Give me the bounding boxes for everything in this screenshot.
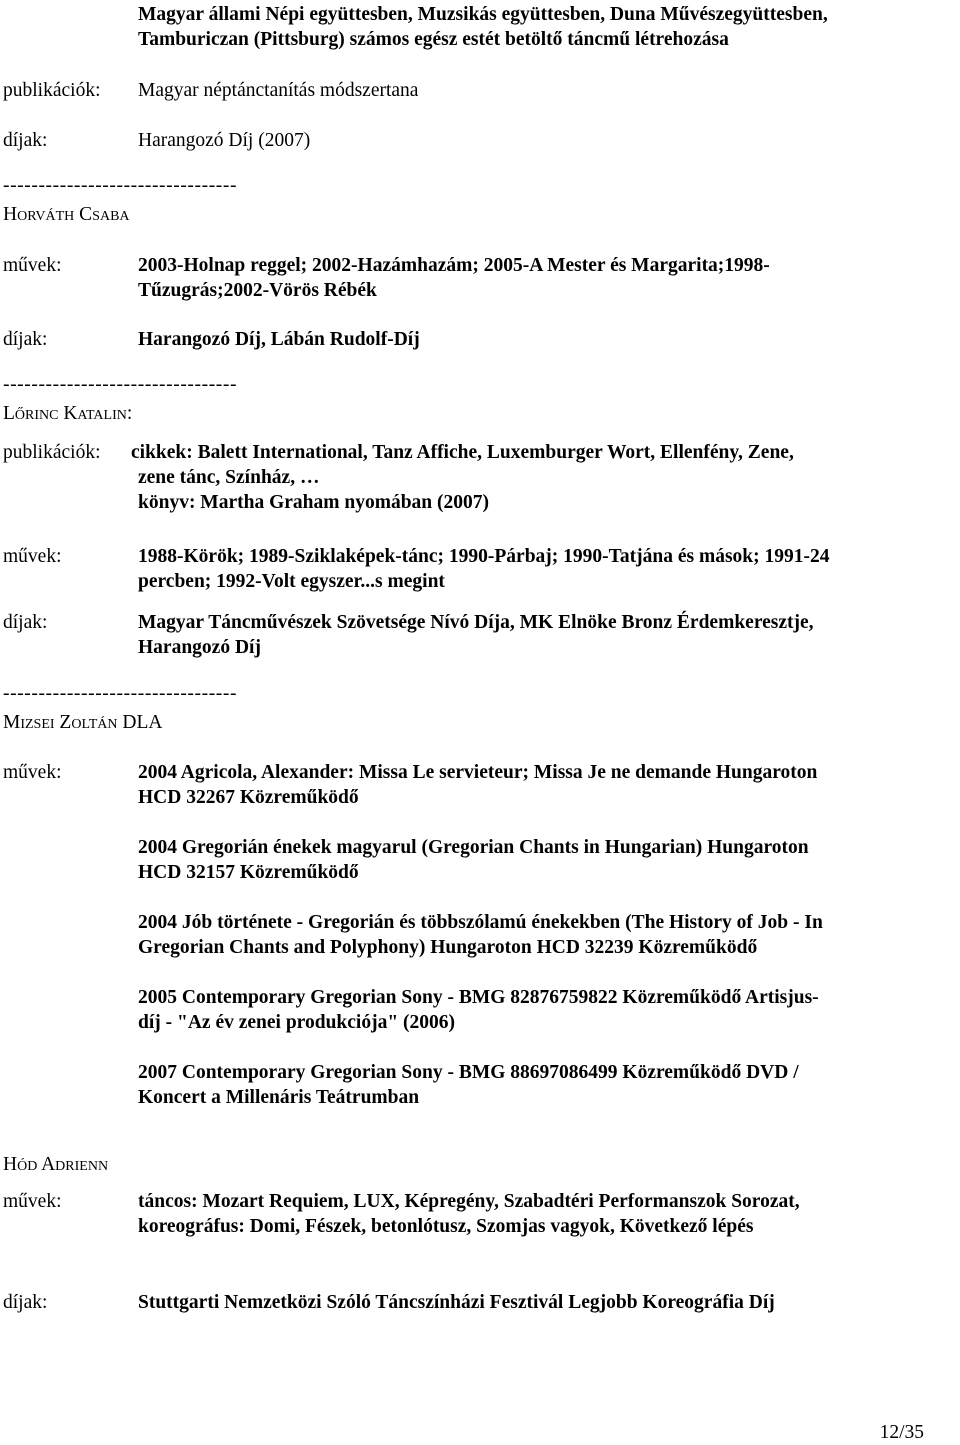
awards-value-line-2: Harangozó Díj — [138, 637, 261, 658]
awards-value: Harangozó Díj, Lábán Rudolf-Díj — [138, 329, 420, 350]
work-entry-1-line-1: 2004 Agricola, Alexander: Missa Le servieteur; Missa Je ne demande Hungaroton — [138, 762, 818, 783]
work-entry-5-line-1: 2007 Contemporary Gregorian Sony - BMG 88697086499 Közreműködő DVD / — [138, 1062, 799, 1083]
awards-label: díjak: — [3, 329, 48, 350]
awards-label: díjak: — [3, 130, 48, 151]
person-name-hod: Hód Adrienn — [3, 1154, 109, 1175]
publications-label: publikációk: — [3, 80, 101, 101]
works-value-line-2: percben; 1992-Volt egyszer...s megint — [138, 571, 445, 592]
separator-line: --------------------------------- — [3, 683, 238, 704]
publications-value: Magyar néptánctanítás módszertana — [138, 80, 419, 101]
work-entry-2-line-1: 2004 Gregorián énekek magyarul (Gregorian Chants in Hungarian) Hungaroton — [138, 837, 809, 858]
works-label: művek: — [3, 546, 62, 567]
work-entry-2-line-2: HCD 32157 Közreműködő — [138, 862, 359, 883]
publications-value-line-1: cikkek: Balett International, Tanz Affiche, Luxemburger Wort, Ellenfény, Zene, — [131, 442, 794, 463]
works-label: művek: — [3, 762, 62, 783]
work-entry-4-line-1: 2005 Contemporary Gregorian Sony - BMG 82876759822 Közreműködő Artisjus- — [138, 987, 819, 1008]
works-value-line-1: 1988-Körök; 1989-Sziklaképek-tánc; 1990-Párbaj; 1990-Tatjána és mások; 1991-24 — [138, 546, 830, 567]
works-label: művek: — [3, 255, 62, 276]
awards-value-line-1: Magyar Táncművészek Szövetsége Nívó Díja, MK Elnöke Bronz Érdemkeresztje, — [138, 612, 814, 633]
separator-line: --------------------------------- — [3, 374, 238, 395]
separator-line: --------------------------------- — [3, 175, 238, 196]
works-value-line-2: Tűzugrás;2002-Vörös Rébék — [138, 280, 377, 301]
awards-value: Stuttgarti Nemzetközi Szóló Táncszínházi Fesztivál Legjobb Koreográfia Díj — [138, 1292, 775, 1313]
person-name-mizsei: Mizsei Zoltán DLA — [3, 712, 163, 733]
awards-label: díjak: — [3, 1292, 48, 1313]
work-entry-3-line-1: 2004 Jób története - Gregorián és többszólamú énekekben (The History of Job - In — [138, 912, 823, 933]
person-name-lorinc: Lőrinc Katalin: — [3, 403, 133, 424]
awards-value: Harangozó Díj (2007) — [138, 130, 311, 151]
work-entry-5-line-2: Koncert a Millenáris Teátrumban — [138, 1087, 420, 1108]
intro-line-1: Magyar állami Népi együttesben, Muzsikás együttesben, Duna Művészegyüttesben, — [138, 4, 828, 25]
publications-value-line-3: könyv: Martha Graham nyomában (2007) — [138, 492, 490, 513]
works-value-line-1: táncos: Mozart Requiem, LUX, Képregény, Szabadtéri Performanszok Sorozat, — [138, 1191, 800, 1212]
awards-label: díjak: — [3, 612, 48, 633]
intro-line-2: Tamburiczan (Pittsburg) számos egész estét betöltő táncmű létrehozása — [138, 29, 729, 50]
publications-label: publikációk: — [3, 442, 101, 463]
work-entry-4-line-2: díj - "Az év zenei produkciója" (2006) — [138, 1012, 456, 1033]
works-value-line-1: 2003-Holnap reggel; 2002-Hazámhazám; 2005-A Mester és Margarita;1998- — [138, 255, 770, 276]
person-name-horvath: Horváth Csaba — [3, 204, 130, 225]
work-entry-3-line-2: Gregorian Chants and Polyphony) Hungaroton HCD 32239 Közreműködő — [138, 937, 758, 958]
publications-value-line-2: zene tánc, Színház, … — [138, 467, 320, 488]
page-number: 12/35 — [879, 1422, 924, 1443]
work-entry-1-line-2: HCD 32267 Közreműködő — [138, 787, 359, 808]
works-label: művek: — [3, 1191, 62, 1212]
works-value-line-2: koreográfus: Domi, Fészek, betonlótusz, Szomjas vagyok, Következő lépés — [138, 1216, 754, 1237]
